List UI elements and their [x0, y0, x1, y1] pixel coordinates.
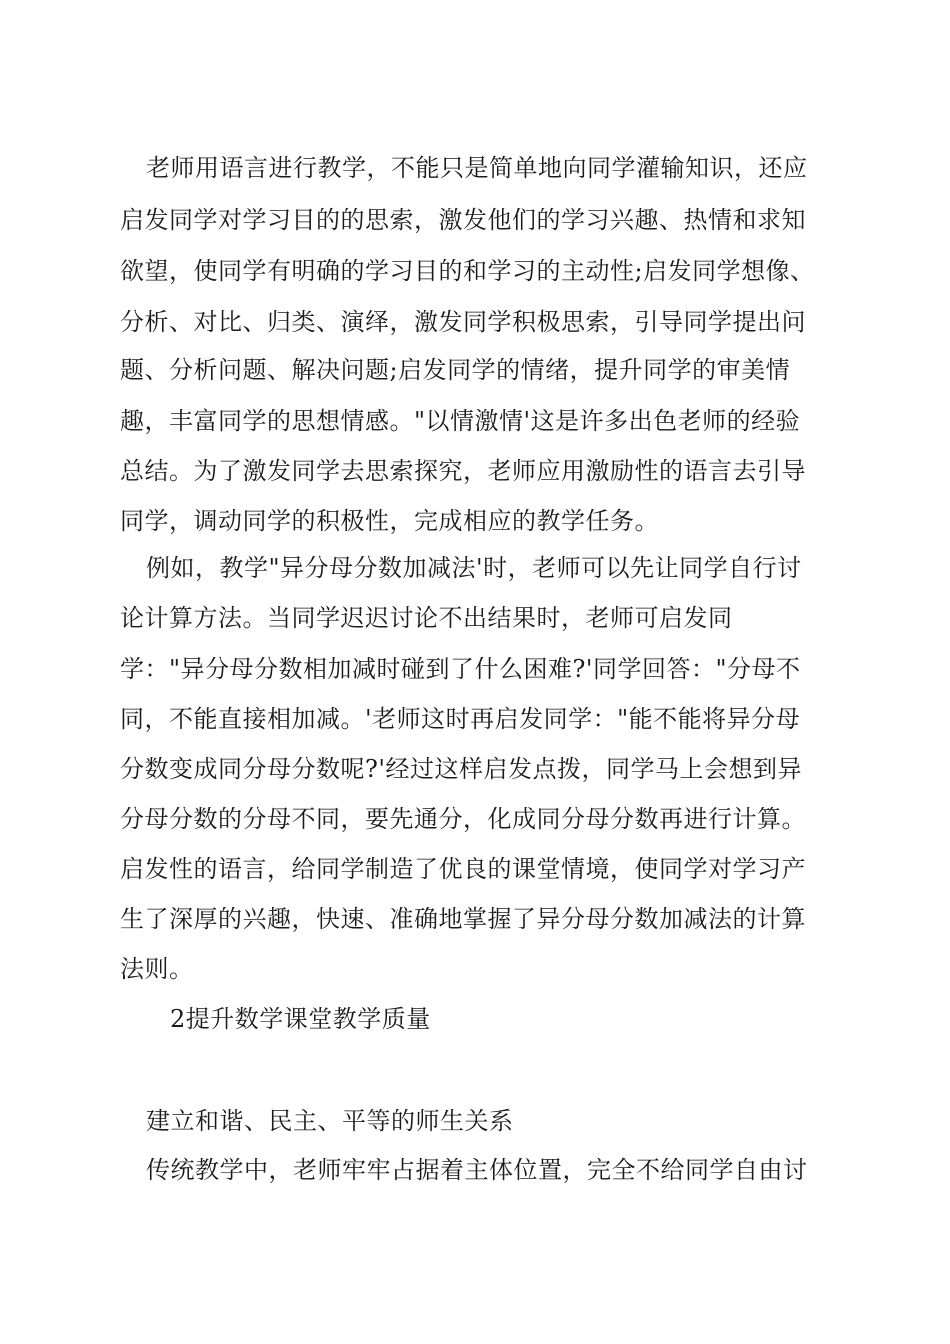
paragraph-1-line-1: 老师用语言进行教学，不能只是简单地向同学灌输知识，还应 — [146, 154, 808, 182]
paragraph-2-line-6: 分母分数的分母不同，要先通分，化成同分母分数再进行计算。 — [120, 805, 806, 833]
paragraph-1-line-6: 趣，丰富同学的思想情感。"以情激情'这是许多出色老师的经验 — [120, 407, 801, 435]
paragraph-2-line-7: 启发性的语言，给同学制造了优良的课堂情境，使同学对学习产 — [120, 855, 806, 883]
paragraph-1-line-5: 题、分析问题、解决问题;启发同学的情绪，提升同学的审美情 — [120, 356, 791, 384]
paragraph-2-line-5: 分数变成同分母分数呢?'经过这样启发点拨，同学马上会想到异 — [120, 755, 802, 783]
paragraph-3-line-1: 传统教学中，老师牢牢占据着主体位置，完全不给同学自由讨 — [146, 1156, 808, 1184]
paragraph-2-line-3: 学："异分母分数相加减时碰到了什么困难?'同学回答："分母不 — [120, 655, 801, 683]
paragraph-1-line-8: 同学，调动同学的积极性，完成相应的教学任务。 — [120, 507, 659, 535]
paragraph-2-line-9: 法则。 — [120, 955, 194, 983]
paragraph-1-line-7: 总结。为了激发同学去思索探究，老师应用激励性的语言去引导 — [120, 457, 806, 485]
paragraph-1-line-2: 启发同学对学习目的的思索，激发他们的学习兴趣、热情和求知 — [120, 206, 806, 234]
paragraph-2-line-1: 例如，教学"异分母分数加减法'时，老师可以先让同学自行讨 — [146, 554, 802, 582]
section-heading: 2提升数学课堂教学质量 — [170, 1005, 431, 1033]
paragraph-1-line-3: 欲望，使同学有明确的学习目的和学习的主动性;启发同学想像、 — [120, 257, 815, 285]
paragraph-2-line-8: 生了深厚的兴趣，快速、准确地掌握了异分母分数加减法的计算 — [120, 905, 806, 933]
paragraph-2-line-4: 同，不能直接相加减。'老师这时再启发同学："能不能将异分母 — [120, 705, 801, 733]
paragraph-1-line-4: 分析、对比、归类、演绎，激发同学积极思索，引导同学提出问 — [120, 308, 806, 336]
paragraph-2-line-2: 论计算方法。当同学迟迟讨论不出结果时，老师可启发同 — [120, 604, 733, 632]
subsection-heading: 建立和谐、民主、平等的师生关系 — [146, 1107, 514, 1135]
